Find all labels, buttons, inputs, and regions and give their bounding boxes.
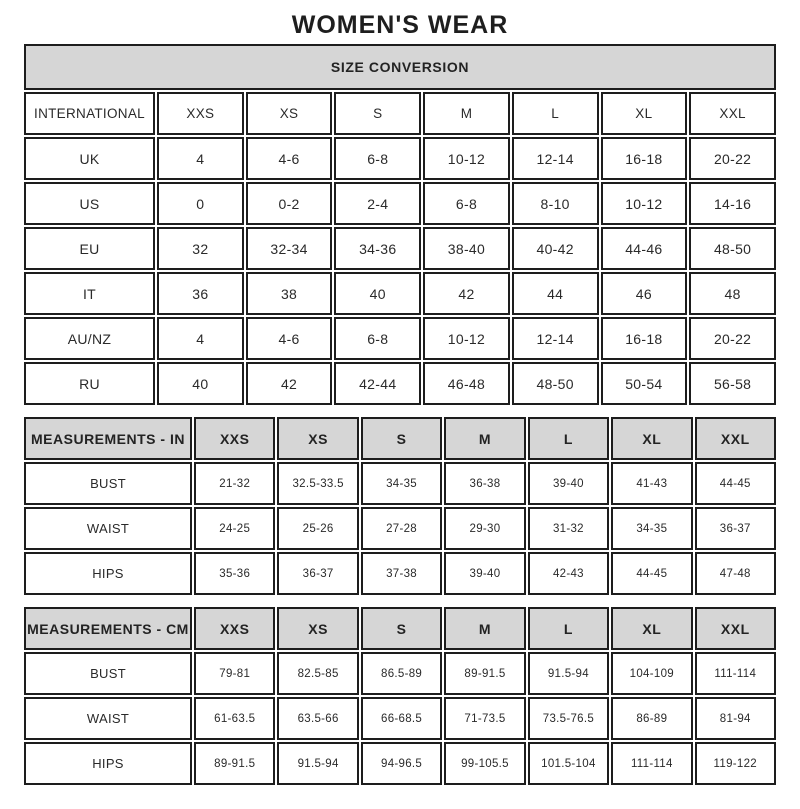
value-cell: 111-114 [695, 652, 776, 695]
value-cell: 4-6 [246, 137, 333, 180]
row-label-cell: BUST [24, 652, 192, 695]
size-header-cell: XL [611, 607, 692, 650]
value-cell: 25-26 [277, 507, 358, 550]
value-cell: 99-105.5 [444, 742, 525, 785]
value-cell: 32.5-33.5 [277, 462, 358, 505]
row-label-cell: WAIST [24, 697, 192, 740]
row-header-title-cell: INTERNATIONAL [24, 92, 155, 135]
value-cell: 86.5-89 [361, 652, 442, 695]
size-header-cell: S [361, 607, 442, 650]
value-cell: 32-34 [246, 227, 333, 270]
value-cell: 38 [246, 272, 333, 315]
size-header-cell: S [334, 92, 421, 135]
table-row [24, 652, 776, 695]
table-row [24, 272, 776, 315]
value-cell: 41-43 [611, 462, 692, 505]
value-cell: 47-48 [695, 552, 776, 595]
measurements-cm-body [24, 607, 776, 785]
value-cell: 4 [157, 137, 244, 180]
value-cell: 44-46 [601, 227, 688, 270]
row-label-cell: IT [24, 272, 155, 315]
value-cell: 89-91.5 [194, 742, 275, 785]
value-cell: 119-122 [695, 742, 776, 785]
table-row [24, 507, 776, 550]
value-cell: 6-8 [423, 182, 510, 225]
row-label-cell: AU/NZ [24, 317, 155, 360]
value-cell: 48-50 [512, 362, 599, 405]
measurements-cm-table [22, 605, 778, 787]
size-header-cell: L [512, 92, 599, 135]
value-cell: 89-91.5 [444, 652, 525, 695]
value-cell: 10-12 [423, 317, 510, 360]
row-label-cell: WAIST [24, 507, 192, 550]
value-cell: 39-40 [528, 462, 609, 505]
value-cell: 12-14 [512, 137, 599, 180]
row-label-cell: UK [24, 137, 155, 180]
row-label-cell: HIPS [24, 742, 192, 785]
value-cell: 12-14 [512, 317, 599, 360]
value-cell: 48 [689, 272, 776, 315]
measurements-in-table [22, 415, 778, 597]
value-cell: 40-42 [512, 227, 599, 270]
size-header-cell: M [444, 607, 525, 650]
size-header-cell: XS [277, 417, 358, 460]
value-cell: 82.5-85 [277, 652, 358, 695]
value-cell: 44-45 [611, 552, 692, 595]
value-cell: 4-6 [246, 317, 333, 360]
value-cell: 36 [157, 272, 244, 315]
banner-row [24, 44, 776, 90]
size-header-cell: S [361, 417, 442, 460]
value-cell: 36-37 [277, 552, 358, 595]
size-header-cell: L [528, 607, 609, 650]
value-cell: 91.5-94 [528, 652, 609, 695]
value-cell: 14-16 [689, 182, 776, 225]
size-header-cell: XXS [194, 417, 275, 460]
value-cell: 10-12 [423, 137, 510, 180]
value-cell: 111-114 [611, 742, 692, 785]
column-header-row [24, 92, 776, 135]
value-cell: 34-35 [611, 507, 692, 550]
value-cell: 42 [423, 272, 510, 315]
table-row [24, 362, 776, 405]
value-cell: 42 [246, 362, 333, 405]
value-cell: 37-38 [361, 552, 442, 595]
table-row [24, 742, 776, 785]
value-cell: 73.5-76.5 [528, 697, 609, 740]
value-cell: 2-4 [334, 182, 421, 225]
column-header-row [24, 417, 776, 460]
size-header-cell: XXS [157, 92, 244, 135]
value-cell: 10-12 [601, 182, 688, 225]
value-cell: 21-32 [194, 462, 275, 505]
value-cell: 20-22 [689, 137, 776, 180]
value-cell: 20-22 [689, 317, 776, 360]
value-cell: 42-44 [334, 362, 421, 405]
value-cell: 61-63.5 [194, 697, 275, 740]
table-row [24, 697, 776, 740]
value-cell: 46-48 [423, 362, 510, 405]
value-cell: 42-43 [528, 552, 609, 595]
value-cell: 91.5-94 [277, 742, 358, 785]
value-cell: 94-96.5 [361, 742, 442, 785]
value-cell: 48-50 [689, 227, 776, 270]
value-cell: 63.5-66 [277, 697, 358, 740]
value-cell: 50-54 [601, 362, 688, 405]
size-conversion-table [22, 42, 778, 407]
table-row [24, 317, 776, 360]
size-header-cell: M [423, 92, 510, 135]
value-cell: 38-40 [423, 227, 510, 270]
size-header-cell: L [528, 417, 609, 460]
table-row [24, 227, 776, 270]
value-cell: 71-73.5 [444, 697, 525, 740]
value-cell: 36-38 [444, 462, 525, 505]
value-cell: 0 [157, 182, 244, 225]
size-header-cell: XXL [695, 417, 776, 460]
row-label-cell: EU [24, 227, 155, 270]
value-cell: 29-30 [444, 507, 525, 550]
page-title: WOMEN'S WEAR [291, 11, 509, 39]
value-cell: 35-36 [194, 552, 275, 595]
row-header-title-cell: MEASUREMENTS - CM [24, 607, 192, 650]
value-cell: 6-8 [334, 317, 421, 360]
size-conversion-body [24, 92, 776, 405]
value-cell: 86-89 [611, 697, 692, 740]
value-cell: 56-58 [689, 362, 776, 405]
size-header-cell: XXS [194, 607, 275, 650]
value-cell: 46 [601, 272, 688, 315]
value-cell: 36-37 [695, 507, 776, 550]
size-header-cell: XXL [695, 607, 776, 650]
size-header-cell: XL [611, 417, 692, 460]
value-cell: 16-18 [601, 137, 688, 180]
table-row [24, 182, 776, 225]
value-cell: 66-68.5 [361, 697, 442, 740]
value-cell: 40 [157, 362, 244, 405]
value-cell: 8-10 [512, 182, 599, 225]
value-cell: 24-25 [194, 507, 275, 550]
size-header-cell: XXL [689, 92, 776, 135]
row-label-cell: US [24, 182, 155, 225]
value-cell: 44 [512, 272, 599, 315]
value-cell: 79-81 [194, 652, 275, 695]
value-cell: 34-35 [361, 462, 442, 505]
value-cell: 16-18 [601, 317, 688, 360]
value-cell: 39-40 [444, 552, 525, 595]
table-row [24, 462, 776, 505]
value-cell: 101.5-104 [528, 742, 609, 785]
row-label-cell: BUST [24, 462, 192, 505]
value-cell: 6-8 [334, 137, 421, 180]
row-label-cell: RU [24, 362, 155, 405]
value-cell: 4 [157, 317, 244, 360]
value-cell: 34-36 [334, 227, 421, 270]
row-header-title-cell: MEASUREMENTS - IN [24, 417, 192, 460]
value-cell: 32 [157, 227, 244, 270]
column-header-row [24, 607, 776, 650]
value-cell: 104-109 [611, 652, 692, 695]
size-header-cell: XL [601, 92, 688, 135]
size-chart-page [0, 9, 800, 809]
row-label-cell: HIPS [24, 552, 192, 595]
value-cell: 0-2 [246, 182, 333, 225]
size-header-cell: XS [246, 92, 333, 135]
value-cell: 81-94 [695, 697, 776, 740]
table-row [24, 137, 776, 180]
value-cell: 31-32 [528, 507, 609, 550]
value-cell: 44-45 [695, 462, 776, 505]
value-cell: 40 [334, 272, 421, 315]
value-cell: 27-28 [361, 507, 442, 550]
table-row [24, 552, 776, 595]
size-conversion-banner: SIZE CONVERSION [24, 44, 776, 90]
measurements-in-body [24, 417, 776, 595]
size-header-cell: M [444, 417, 525, 460]
size-header-cell: XS [277, 607, 358, 650]
